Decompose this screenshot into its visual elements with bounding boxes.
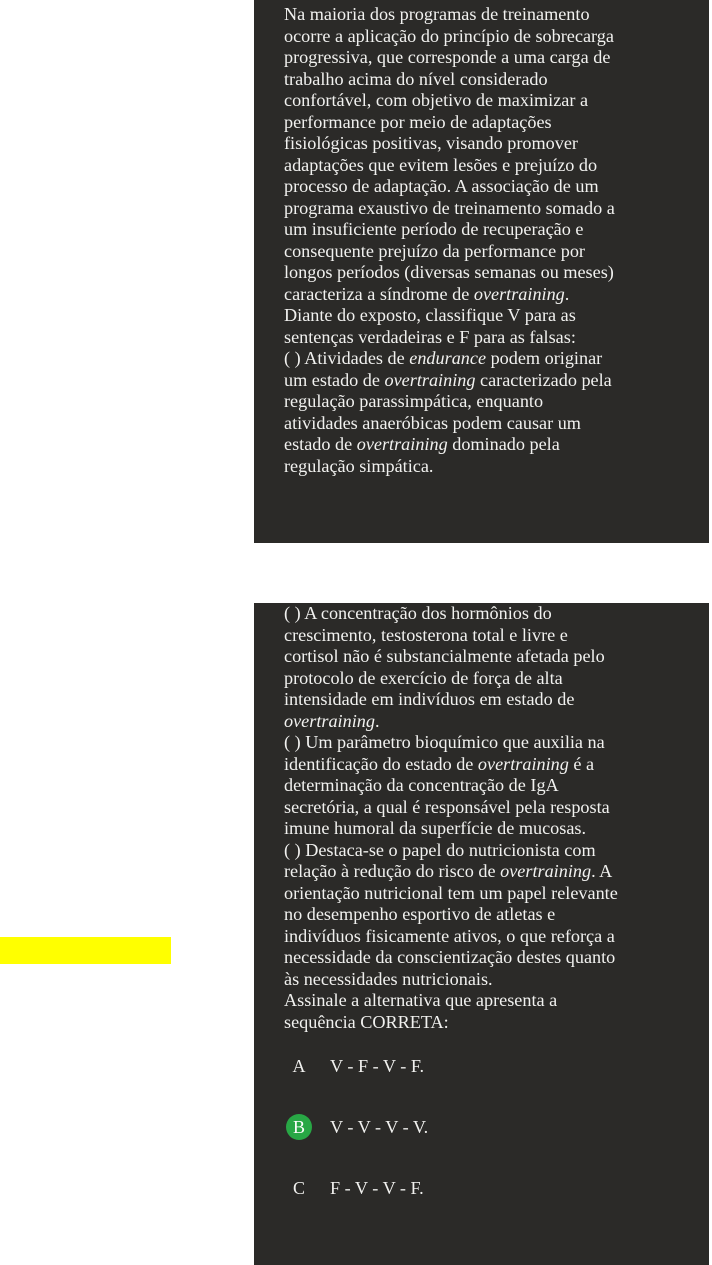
text-line: Diante do exposto, classifique V para as	[284, 305, 576, 325]
prompt-line: Assinale a alternativa que apresenta a	[284, 990, 558, 1010]
statement-4-line: orientação nutricional tem um papel relevante	[284, 882, 618, 903]
text-line: ocorre a aplicação do princípio de sobrecarga	[284, 25, 614, 46]
text-fragment: . A	[591, 861, 613, 881]
statement-1-line	[284, 434, 679, 456]
statement-3-line: secretória, a qual é responsável pela resposta	[284, 796, 610, 817]
italic-term: overtraining	[477, 753, 569, 774]
statement-4-line: às necessidades nutricionais.	[284, 968, 493, 989]
statement-1-line	[284, 348, 679, 370]
statement-1-line: regulação parassimpática, enquanto	[284, 391, 544, 411]
statement-2-line: ( ) A concentração dos hormônios do	[284, 603, 552, 623]
highlight-bar	[0, 937, 171, 964]
statement-3-line: ( ) Um parâmetro bioquímico que auxilia na	[284, 732, 605, 752]
text-line: sentenças verdadeiras e F para as falsas:	[284, 326, 576, 347]
text-line: progressiva, que corresponde a uma carga de	[284, 47, 611, 67]
prompt-line: sequência CORRETA:	[284, 1011, 449, 1032]
statement-1-line: regulação simpática.	[284, 455, 434, 476]
statement-2-line	[284, 711, 679, 733]
italic-term: overtraining	[500, 861, 592, 881]
answer-option-c[interactable]	[284, 1175, 679, 1201]
statement-2-line: intensidade em indivíduos em estado de	[284, 689, 575, 709]
text-fragment: podem originar	[486, 348, 603, 368]
text-line: processo de adaptação. A associação de um	[284, 176, 599, 196]
italic-term: endurance	[409, 348, 487, 368]
text-line: longos períodos (diversas semanas ou meses)	[284, 262, 614, 282]
text-line: fisiológicas positivas, visando promover	[284, 133, 578, 153]
italic-term: overtraining	[356, 434, 448, 454]
italic-term: overtraining	[384, 369, 476, 390]
text-fragment: estado de	[284, 434, 357, 454]
statement-2-line: protocolo de exercício de força de alta	[284, 667, 563, 688]
italic-term: overtraining	[473, 283, 565, 304]
option-text: F - V - V - F.	[330, 1177, 424, 1198]
answer-option-a[interactable]	[284, 1053, 679, 1079]
text-fragment: caracterizado pela	[475, 369, 612, 390]
text-fragment: identificação do estado de	[284, 753, 478, 774]
answer-options	[284, 1053, 679, 1201]
option-letter-selected-badge: B	[286, 1114, 312, 1140]
statement-4-line: ( ) Destaca-se o papel do nutricionista com	[284, 839, 596, 860]
question-panel-bottom	[254, 603, 709, 1265]
text-line: programa exaustivo de treinamento somado a	[284, 197, 615, 218]
text-fragment: .	[374, 710, 380, 731]
answer-option-b[interactable]	[284, 1114, 679, 1140]
statement-4-line	[284, 861, 679, 883]
text-line: Na maioria dos programas de treinamento	[284, 4, 590, 24]
statement-2-line: crescimento, testosterona total e livre e	[284, 624, 568, 645]
text-line: performance por meio de adaptações	[284, 111, 552, 132]
option-text: V - F - V - F.	[330, 1055, 425, 1076]
text-line: adaptações que evitem lesões e prejuízo do	[284, 154, 598, 175]
text-line: um insuficiente período de recuperação e	[284, 219, 584, 239]
statement-1-line: atividades anaeróbicas podem causar um	[284, 412, 581, 433]
statement-1-line	[284, 370, 679, 392]
statement-4-line: necessidade da conscientização destes quanto	[284, 947, 616, 967]
statement-3-line	[284, 754, 679, 776]
statement-2-line: cortisol não é substancialmente afetada pelo	[284, 646, 605, 666]
statement-3-line: imune humoral da superfície de mucosas.	[284, 818, 587, 838]
statement-4-line: no desempenho esportivo de atletas e	[284, 904, 556, 924]
text-fragment: ( ) Atividades de	[284, 348, 410, 368]
italic-term: overtraining	[284, 710, 375, 731]
statement-3-line: determinação da concentração de IgA	[284, 775, 559, 795]
text-line	[284, 284, 679, 306]
text-fragment: um estado de	[284, 369, 385, 390]
text-line: trabalho acima do nível considerado	[284, 68, 548, 89]
text-fragment: caracteriza a síndrome de	[284, 283, 474, 304]
text-line: confortável, com objetivo de maximizar a	[284, 90, 589, 110]
question-text-top	[284, 4, 679, 477]
statement-4-line: indivíduos fisicamente ativos, o que reforça a	[284, 925, 615, 946]
question-text-bottom	[284, 603, 679, 1033]
question-panel-top	[254, 0, 709, 543]
text-fragment: é a	[568, 753, 595, 774]
option-letter: C	[292, 1177, 305, 1198]
text-fragment: .	[564, 283, 570, 304]
text-line: consequente prejuízo da performance por	[284, 240, 585, 261]
option-letter: A	[292, 1055, 306, 1076]
text-fragment: dominado pela	[447, 434, 560, 454]
option-text: V - V - V - V.	[330, 1116, 429, 1137]
text-fragment: relação à redução do risco de	[284, 861, 501, 881]
